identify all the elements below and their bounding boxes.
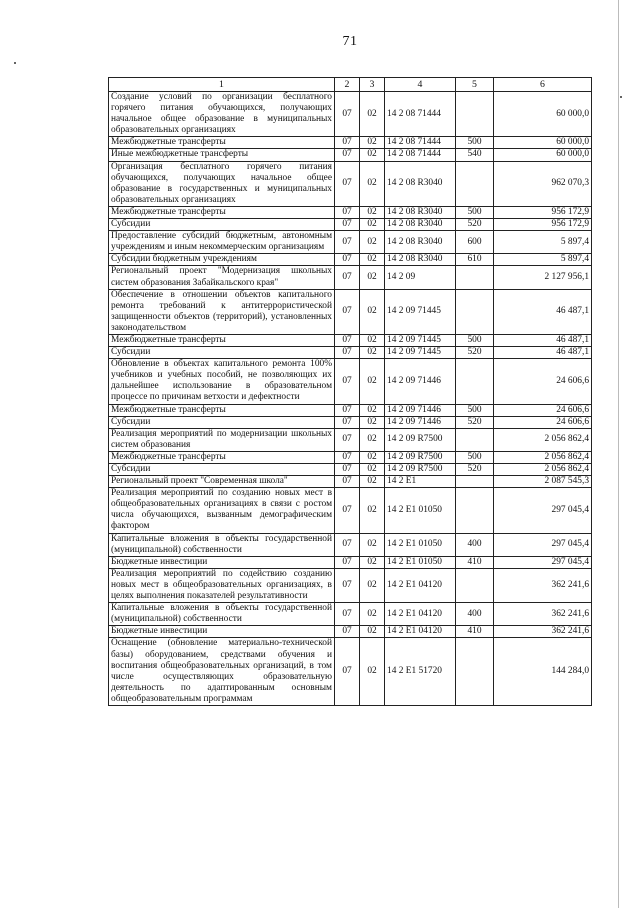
cell-section: 07: [335, 219, 360, 231]
cell-name: Межбюджетные трансферты: [109, 206, 335, 218]
cell-expense-type: [456, 359, 494, 404]
cell-amount: 144 284,0: [494, 638, 592, 706]
cell-section: 07: [335, 404, 360, 416]
cell-target-code: 14 2 08 71444: [385, 92, 456, 137]
cell-name: Капитальные вложения в объекты государственной (муниципальной) собственности: [109, 533, 335, 556]
cell-target-code: 14 2 E1 01050: [385, 533, 456, 556]
cell-expense-type: [456, 476, 494, 488]
table-row: [109, 626, 592, 638]
cell-expense-type: 540: [456, 149, 494, 161]
cell-subsection: 02: [360, 464, 385, 476]
cell-expense-type: [456, 638, 494, 706]
cell-name: Региональный проект "Современная школа": [109, 476, 335, 488]
cell-section: 07: [335, 289, 360, 334]
header-col-4: 4: [385, 78, 456, 92]
cell-amount: 24 606,6: [494, 359, 592, 404]
cell-section: 07: [335, 206, 360, 218]
cell-amount: 362 241,6: [494, 626, 592, 638]
cell-expense-type: 520: [456, 416, 494, 428]
cell-amount: 297 045,4: [494, 488, 592, 533]
cell-subsection: 02: [360, 488, 385, 533]
cell-section: 07: [335, 533, 360, 556]
cell-name: Реализация мероприятий по содействию созданию новых мест в общеобразовательных организациях, в целях выполнения показателей результативности: [109, 568, 335, 602]
cell-section: 07: [335, 266, 360, 289]
cell-section: 07: [335, 149, 360, 161]
cell-amount: 956 172,9: [494, 219, 592, 231]
cell-name: Субсидии: [109, 416, 335, 428]
cell-section: 07: [335, 626, 360, 638]
cell-name: Обновление в объектах капитального ремонта 100% учебников и учебных пособий, не позволяющих их дальнейшее использование в образовательном процессе по причинам ветхости и дефектности: [109, 359, 335, 404]
cell-target-code: 14 2 08 R3040: [385, 231, 456, 254]
cell-expense-type: [456, 488, 494, 533]
cell-section: 07: [335, 476, 360, 488]
cell-subsection: 02: [360, 266, 385, 289]
header-col-2: 2: [335, 78, 360, 92]
cell-target-code: 14 2 E1 01050: [385, 488, 456, 533]
cell-amount: 962 070,3: [494, 161, 592, 206]
cell-subsection: 02: [360, 603, 385, 626]
cell-subsection: 02: [360, 556, 385, 568]
cell-name: Обеспечение в отношении объектов капитального ремонта требований к антитеррористической защищенности объектов (территорий), установленных законодательством: [109, 289, 335, 334]
cell-amount: 60 000,0: [494, 149, 592, 161]
cell-expense-type: [456, 428, 494, 451]
cell-name: Создание условий по организации бесплатного горячего питания обучающихся, получающих начальное общее образование в муниципальных образовательных организациях: [109, 92, 335, 137]
budget-table: [108, 77, 592, 706]
cell-name: Региональный проект "Модернизация школьных систем образования Забайкальского края": [109, 266, 335, 289]
cell-amount: 46 487,1: [494, 334, 592, 346]
cell-amount: 362 241,6: [494, 603, 592, 626]
cell-name: Реализация мероприятий по созданию новых мест в общеобразовательных организациях в связи с ростом числа обучающихся, вызванным демографическим фактором: [109, 488, 335, 533]
table-row: [109, 568, 592, 602]
cell-section: 07: [335, 428, 360, 451]
cell-target-code: 14 2 E1 04120: [385, 568, 456, 602]
table-row: [109, 161, 592, 206]
cell-subsection: 02: [360, 451, 385, 463]
cell-name: Предоставление субсидий бюджетным, автономным учреждениям и иным некоммерческим организациям: [109, 231, 335, 254]
cell-section: 07: [335, 231, 360, 254]
cell-target-code: 14 2 E1: [385, 476, 456, 488]
cell-section: 07: [335, 638, 360, 706]
cell-expense-type: [456, 92, 494, 137]
cell-expense-type: [456, 161, 494, 206]
table-row: [109, 428, 592, 451]
table-row: [109, 266, 592, 289]
cell-name: Субсидии: [109, 464, 335, 476]
cell-target-code: 14 2 E1 51720: [385, 638, 456, 706]
cell-expense-type: 600: [456, 231, 494, 254]
cell-target-code: 14 2 09 71445: [385, 334, 456, 346]
table-row: [109, 476, 592, 488]
table-row: [109, 334, 592, 346]
cell-amount: 2 127 956,1: [494, 266, 592, 289]
cell-expense-type: 500: [456, 334, 494, 346]
cell-target-code: 14 2 09 71445: [385, 347, 456, 359]
cell-target-code: 14 2 09 71446: [385, 416, 456, 428]
table-row: [109, 206, 592, 218]
cell-target-code: 14 2 09 71446: [385, 359, 456, 404]
cell-expense-type: 400: [456, 603, 494, 626]
cell-target-code: 14 2 E1 04120: [385, 603, 456, 626]
cell-subsection: 02: [360, 219, 385, 231]
cell-section: 07: [335, 603, 360, 626]
cell-subsection: 02: [360, 289, 385, 334]
cell-section: 07: [335, 464, 360, 476]
cell-expense-type: [456, 266, 494, 289]
cell-target-code: 14 2 09 71445: [385, 289, 456, 334]
cell-section: 07: [335, 488, 360, 533]
cell-name: Межбюджетные трансферты: [109, 404, 335, 416]
cell-target-code: 14 2 09 R7500: [385, 464, 456, 476]
cell-amount: 297 045,4: [494, 533, 592, 556]
cell-target-code: 14 2 08 71444: [385, 137, 456, 149]
cell-subsection: 02: [360, 92, 385, 137]
cell-section: 07: [335, 556, 360, 568]
cell-target-code: 14 2 09 R7500: [385, 451, 456, 463]
cell-name: Субсидии: [109, 347, 335, 359]
cell-subsection: 02: [360, 231, 385, 254]
cell-target-code: 14 2 08 R3040: [385, 161, 456, 206]
cell-subsection: 02: [360, 149, 385, 161]
cell-name: Бюджетные инвестиции: [109, 556, 335, 568]
scan-speck: [620, 96, 622, 98]
cell-expense-type: [456, 568, 494, 602]
cell-target-code: 14 2 09: [385, 266, 456, 289]
table-row: [109, 347, 592, 359]
table-row: [109, 533, 592, 556]
cell-subsection: 02: [360, 137, 385, 149]
cell-expense-type: 410: [456, 556, 494, 568]
scan-margin-line: [618, 0, 619, 908]
cell-subsection: 02: [360, 347, 385, 359]
cell-subsection: 02: [360, 416, 385, 428]
cell-expense-type: 500: [456, 137, 494, 149]
table-row: [109, 92, 592, 137]
cell-name: Субсидии бюджетным учреждениям: [109, 254, 335, 266]
cell-amount: 956 172,9: [494, 206, 592, 218]
cell-subsection: 02: [360, 334, 385, 346]
cell-name: Организация бесплатного горячего питания обучающихся, получающих начальное общее образование в государственных и муниципальных образовательных организациях: [109, 161, 335, 206]
header-col-6: 6: [494, 78, 592, 92]
cell-amount: 60 000,0: [494, 137, 592, 149]
cell-amount: 362 241,6: [494, 568, 592, 602]
cell-target-code: 14 2 08 R3040: [385, 219, 456, 231]
cell-amount: 24 606,6: [494, 404, 592, 416]
cell-name: Иные межбюджетные трансферты: [109, 149, 335, 161]
cell-expense-type: 610: [456, 254, 494, 266]
table-row: [109, 488, 592, 533]
table-row: [109, 404, 592, 416]
table-row: [109, 149, 592, 161]
cell-expense-type: 500: [456, 404, 494, 416]
cell-target-code: 14 2 08 R3040: [385, 254, 456, 266]
table-row: [109, 219, 592, 231]
cell-section: 07: [335, 347, 360, 359]
cell-target-code: 14 2 08 R3040: [385, 206, 456, 218]
cell-section: 07: [335, 359, 360, 404]
table-row: [109, 416, 592, 428]
cell-target-code: 14 2 08 71444: [385, 149, 456, 161]
cell-section: 07: [335, 568, 360, 602]
cell-section: 07: [335, 334, 360, 346]
cell-amount: 2 056 862,4: [494, 451, 592, 463]
cell-name: Межбюджетные трансферты: [109, 451, 335, 463]
cell-target-code: 14 2 E1 04120: [385, 626, 456, 638]
cell-amount: 297 045,4: [494, 556, 592, 568]
cell-name: Субсидии: [109, 219, 335, 231]
cell-expense-type: 520: [456, 347, 494, 359]
page-number: 71: [342, 34, 358, 49]
cell-target-code: 14 2 E1 01050: [385, 556, 456, 568]
table-row: [109, 254, 592, 266]
cell-name: Капитальные вложения в объекты государственной (муниципальной) собственности: [109, 603, 335, 626]
cell-section: 07: [335, 137, 360, 149]
table-header-row: [109, 78, 592, 92]
cell-amount: 24 606,6: [494, 416, 592, 428]
cell-name: Межбюджетные трансферты: [109, 334, 335, 346]
cell-target-code: 14 2 09 71446: [385, 404, 456, 416]
table-row: [109, 137, 592, 149]
table-row: [109, 464, 592, 476]
cell-amount: 5 897,4: [494, 254, 592, 266]
cell-subsection: 02: [360, 254, 385, 266]
cell-amount: 5 897,4: [494, 231, 592, 254]
table-row: [109, 451, 592, 463]
header-col-5: 5: [456, 78, 494, 92]
cell-section: 07: [335, 254, 360, 266]
cell-name: Оснащение (обновление материально-технической базы) оборудованием, средствами обучения и воспитания общеобразовательных организаций, в том числе осуществляющих образовательную деятельность по адаптированным основным общеобразовательным программам: [109, 638, 335, 706]
cell-subsection: 02: [360, 206, 385, 218]
cell-expense-type: 400: [456, 533, 494, 556]
cell-subsection: 02: [360, 476, 385, 488]
header-col-1: 1: [109, 78, 335, 92]
cell-amount: 46 487,1: [494, 347, 592, 359]
cell-amount: 2 056 862,4: [494, 428, 592, 451]
cell-expense-type: 500: [456, 451, 494, 463]
table-row: [109, 556, 592, 568]
cell-expense-type: [456, 289, 494, 334]
cell-subsection: 02: [360, 626, 385, 638]
cell-subsection: 02: [360, 161, 385, 206]
header-col-3: 3: [360, 78, 385, 92]
table-row: [109, 359, 592, 404]
cell-target-code: 14 2 09 R7500: [385, 428, 456, 451]
cell-section: 07: [335, 92, 360, 137]
cell-section: 07: [335, 161, 360, 206]
cell-amount: 46 487,1: [494, 289, 592, 334]
table-row: [109, 289, 592, 334]
cell-amount: 2 087 545,3: [494, 476, 592, 488]
table-row: [109, 603, 592, 626]
cell-amount: 2 056 862,4: [494, 464, 592, 476]
cell-subsection: 02: [360, 568, 385, 602]
scan-speck: [14, 62, 16, 64]
cell-name: Реализация мероприятий по модернизации школьных систем образования: [109, 428, 335, 451]
cell-name: Межбюджетные трансферты: [109, 137, 335, 149]
cell-subsection: 02: [360, 533, 385, 556]
cell-expense-type: 520: [456, 219, 494, 231]
cell-amount: 60 000,0: [494, 92, 592, 137]
cell-subsection: 02: [360, 428, 385, 451]
cell-subsection: 02: [360, 359, 385, 404]
cell-name: Бюджетные инвестиции: [109, 626, 335, 638]
cell-subsection: 02: [360, 404, 385, 416]
cell-expense-type: 410: [456, 626, 494, 638]
cell-section: 07: [335, 416, 360, 428]
table-row: [109, 638, 592, 706]
cell-section: 07: [335, 451, 360, 463]
cell-expense-type: 520: [456, 464, 494, 476]
cell-expense-type: 500: [456, 206, 494, 218]
table-row: [109, 231, 592, 254]
cell-subsection: 02: [360, 638, 385, 706]
